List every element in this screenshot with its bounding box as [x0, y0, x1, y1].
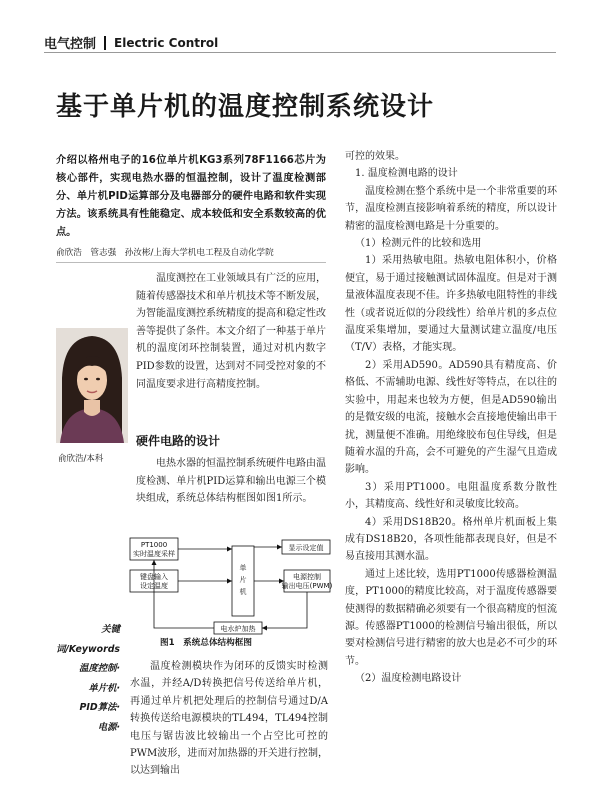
right-paragraph-0: 可控的效果。 [345, 151, 405, 162]
header-rule [44, 52, 556, 53]
keywords-label: 关键词/Keywords [55, 624, 120, 655]
figure-caption: 图1 系统总体结构框图 [160, 638, 252, 648]
running-header [44, 33, 218, 52]
right-paragraph-1: 温度检测在整个系统中是一个非常重要的环节，温度检测直接影响着系统的精度，所以设计精密的温度检测电路是十分重要的。 [345, 185, 557, 232]
power-label-2: 输出电压(PWM) [281, 582, 332, 590]
right-paragraph-4: 3）采用PT1000。电阻温度系数分散性小，其精度高、线性好和灵敏度比较高。 [345, 481, 557, 511]
display-label: 显示设定值 [288, 544, 324, 552]
right-paragraph-2: 1）采用热敏电阻。热敏电阻体积小，价格便宜，易于通过接触测试固体温度。但是对于测量液体温度表现不佳。许多热敏电阻特性的非线性（或者说近似的分段线性）给单片机的多点位温度采集增加，要通过大量测试建立温度/电压（T/V）表格，才能实现。 [345, 255, 557, 354]
authors: 俞欣浩 管志强 孙汝彬/上海大学机电工程及自动化学院 [56, 248, 274, 258]
right-paragraph-6: 通过上述比较，选用PT1000传感器检测温度，PT1000的精度比较高，对于温度传感器要使测得的数据精确必须要有一个很高精度的恒流源。传感器PT1000的检测信号输出很低，所以要对检测信号进行精密的放大也是必不可少的环节。 [345, 568, 557, 667]
mcu-label-2: 片 [239, 576, 247, 584]
keypad-label-2: 设定温度 [140, 582, 168, 590]
hardware-paragraph-1: 电热水器的恒温控制系统硬件电路由温度检测、单片机PID运算和输出电源三个模块组成，系统总体结构框图如图1所示。 [136, 458, 326, 505]
arrow-power-heater [262, 592, 307, 628]
intro-paragraph: 温度测控在工业领域具有广泛的应用，随着传感器技术和单片机技术等不断发展，为智能温度测控系统精度的提高和稳定性改善等提供了条件。本文介绍了一种基于单片机的温度闭环控制装置，通过对机内数字PID参数的设置，达到对不同受控对象的不同温度要求进行高精度控制。 [136, 273, 326, 390]
keyword-item: 单片机· [88, 682, 120, 694]
right-column [345, 148, 557, 688]
sensor-label-2: 实时温度采样 [133, 550, 175, 558]
section-heading-hardware: 硬件电路的设计 [136, 434, 221, 448]
header-section-en: Electric Control [114, 35, 219, 50]
header-divider [104, 36, 106, 50]
author-rule [56, 262, 326, 263]
mcu-label-3: 机 [239, 588, 247, 596]
heater-label: 电水炉加热 [220, 625, 256, 633]
article-title: 基于单片机的温度控制系统设计 [56, 92, 435, 122]
photo-caption: 俞欣浩/本科 [58, 454, 104, 464]
keyword-item: 温度控制· [78, 663, 120, 675]
subheading-temperature-detection: 1. 温度检测电路的设计 [355, 168, 458, 180]
subheading-sensor-selection: （1）检测元件的比较和选用 [355, 238, 482, 250]
hardware-paragraph-2: 温度检测模块作为闭环的反馈实时检测水温，并经A/D转换把信号传送给单片机，再通过单片机把处理后的控制信号通过D/A转换传送给电源模块的TL494，TL494控制电压与锯齿波比较输出一个占空比可控的PWM波形，进而对加热器的开关进行控制，以达到输出 [130, 661, 328, 777]
keywords [44, 620, 120, 738]
power-label-1: 电源控制 [293, 573, 321, 581]
sensor-label-1: PT1000 [140, 541, 168, 549]
mcu-label-1: 单 [239, 564, 247, 572]
keyword-item: 电源· [97, 721, 120, 733]
keyword-item: PID算法· [79, 702, 120, 714]
keypad-label-1: 键盘输入 [140, 573, 168, 581]
abstract: 介绍以格州电子的16位单片机KG3系列78F1166芯片为核心部件，实现电热水器的恒温控制，设计了温度检测部分、单片机PID运算部分及电器部分的硬件电路和软件实现方法。该系统具有性能稳定、成本较低和安全系数较高的优点。 [56, 155, 326, 238]
author-photo [56, 328, 128, 443]
right-paragraph-3: 2）采用AD590。AD590具有精度高、价格低、不需辅助电源、线性好等特点，在以往的实验中，用起来也较为方便，但是AD590输出的是微安级的电流，接触水会直接地使输出串干扰，测量便不准确。用绝缘胶布包住导线，但是随着水温的升高，会不可避免的产生湿气且造成影响。 [345, 359, 557, 476]
right-paragraph-5: 4）采用DS18B20。格州单片机面板上集成有DS18B20，各项性能都表现良好，但是不易直接用其测水温。 [345, 516, 557, 563]
system-block-diagram [128, 536, 332, 636]
header-section-cn: 电气控制 [44, 37, 97, 52]
author-photo-illustration [56, 328, 128, 443]
subheading-circuit-design: （2）温度检测电路设计 [355, 673, 462, 685]
